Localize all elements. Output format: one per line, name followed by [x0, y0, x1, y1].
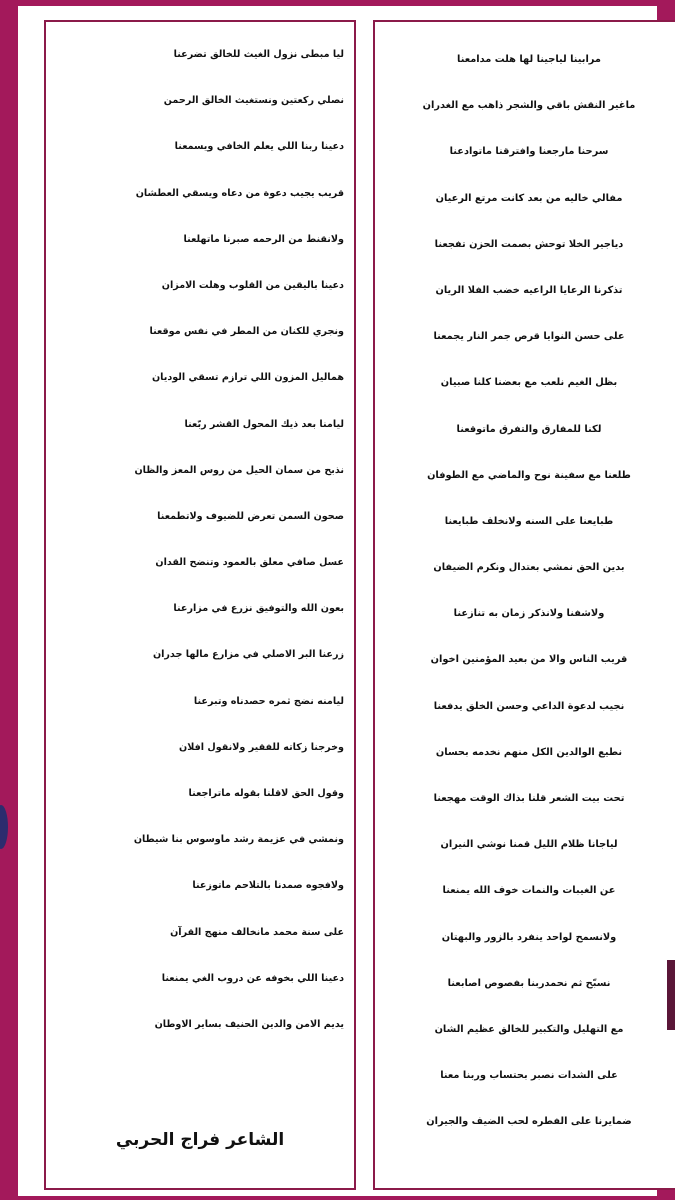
verse-line: زرعنا البر الاصلي في مزارع مالها جدران [152, 649, 344, 661]
verse-line: ليامنه نضج ثمره حصدناه وتبرعنا [193, 695, 344, 707]
verse-line: قريب يجيب دعوة من دعاه ويسقي العطشان [135, 187, 344, 199]
verse-line: سرحنا مارجعنا وافترقنا ماتوادعنا [449, 146, 609, 158]
verse-line: على حسن النوايا قرص جمر النار يجمعنا [433, 331, 625, 343]
verse-line: مع التهليل والتكبير للخالق عظيم الشان [434, 1023, 624, 1035]
verse-line: لكنا للمفارق والتفرق ماتوقعنا [456, 423, 602, 435]
poem-column-left [44, 20, 356, 1190]
verse-line: ونجري للكنان من المطر في نفس موقعنا [149, 326, 344, 338]
verse-line: ولانسمح لواحد ينفرد بالزور والبهتان [441, 931, 617, 943]
verse-line: بدين الحق نمشي بعتدال ونكرم الضيفان [433, 562, 625, 574]
verse-line: عن الغيبات والنمات خوف الله يمنعنا [442, 885, 616, 897]
verse-line: على سنة محمد مانخالف منهج القرآن [170, 926, 344, 938]
verse-line: ضمايرنا على الفطره لحب الضيف والجيران [426, 1116, 632, 1128]
verse-line: نصلي ركعتين ونستغيث الخالق الرحمن [163, 95, 344, 107]
verse-line: مفالي خاليه من بعد كانت مرتع الرعيان [435, 192, 623, 204]
verse-line: نطيع الوالدين الكل منهم نخدمه بحسان [435, 746, 623, 758]
edge-decoration-right [667, 960, 675, 1030]
verse-line: ماغير النقش باقي والشجر ذاهب مع الغدران [422, 100, 636, 112]
verse-line: دياجير الخلا توحش بصمت الحزن تفجعنا [434, 238, 624, 250]
verse-line: بظل الغيم نلعب مع بعضنا كلنا صبيان [440, 377, 618, 389]
verse-line: صحون السمن تعرض للضيوف ولاتطمعنا [157, 510, 344, 522]
verse-line: قريب الناس والا من بعيد المؤمنين اخوان [430, 654, 628, 666]
verse-line: دعينا باليقين من القلوب وهلت الامزان [161, 279, 344, 291]
verse-line: تحت بيت الشعر قلنا بذاك الوقت مهجعنا [433, 793, 625, 804]
verse-line: لياجانا ظلام الليل قمنا نوشي النيران [440, 839, 618, 851]
verse-line: نذبح من سمان الحيل من روس المعز والظان [134, 464, 344, 476]
verse-line: نجيب لدعوة الداعي وحسن الخلق يدفعنا [433, 700, 625, 712]
verse-line: مرابينا لياجينا لها هلت مدامعنا [457, 54, 601, 65]
verse-line: وقول الحق لاقلنا بقوله ماتراجعنا [188, 788, 344, 799]
verse-line: ولافجوه صمدنا بالتلاحم ماتوزعنا [192, 880, 344, 892]
poet-signature: الشاعر فراج الحربي [115, 1130, 285, 1150]
verse-line: يديم الامن والدين الحنيف بساير الاوطان [154, 1018, 344, 1030]
poem-column-right [373, 20, 675, 1190]
verse-line: ليا مبطى نزول الغيث للخالق تضرعنا [173, 49, 344, 60]
verse-line: بعون الله والتوفيق نزرع في مزارعنا [173, 603, 344, 615]
verse-line: نسبّح ثم نحمدربنا بفصوص اصابعنا [447, 977, 611, 989]
left-verse-list [46, 22, 354, 1048]
verse-line: وخرجنا زكاته للفقير ولانقول افلان [179, 741, 344, 753]
page-frame [18, 6, 657, 1196]
verse-line: على الشدات نصبر بحتساب وربنا معنا [440, 1070, 618, 1082]
verse-line: ولانقنط من الرحمه صبرنا ماتهلعنا [183, 233, 344, 245]
verse-line: ولاشفنا ولانذكر زمان به تنازعنا [453, 608, 605, 620]
right-verse-list [375, 22, 675, 1146]
verse-line: عسل صافي معلق بالعمود وتنضح القدان [155, 557, 344, 569]
verse-line: هماليل المزون اللي ترازم تسقي الوديان [151, 372, 344, 384]
verse-line: دعينا ربنا اللي يعلم الخافي ويسمعنا [174, 141, 344, 153]
verse-line: ونمشي في عزيمة رشد ماوسوس بنا شيطان [133, 834, 344, 846]
verse-line: ليامنا بعد ذيك المحول القشر ربّعنا [184, 418, 344, 430]
verse-line: طبايعنا على السنه ولانخلف طبايعنا [444, 515, 614, 527]
edge-decoration [0, 805, 8, 849]
verse-line: طلعنا مع سفينة نوح والماضي مع الطوفان [427, 469, 631, 481]
verse-line: دعينا اللي بخوفه عن دروب الغي يمنعنا [161, 972, 344, 984]
verse-line: تذكرنا الرعايا الراعيه خضب الفلا الريان [435, 284, 623, 296]
